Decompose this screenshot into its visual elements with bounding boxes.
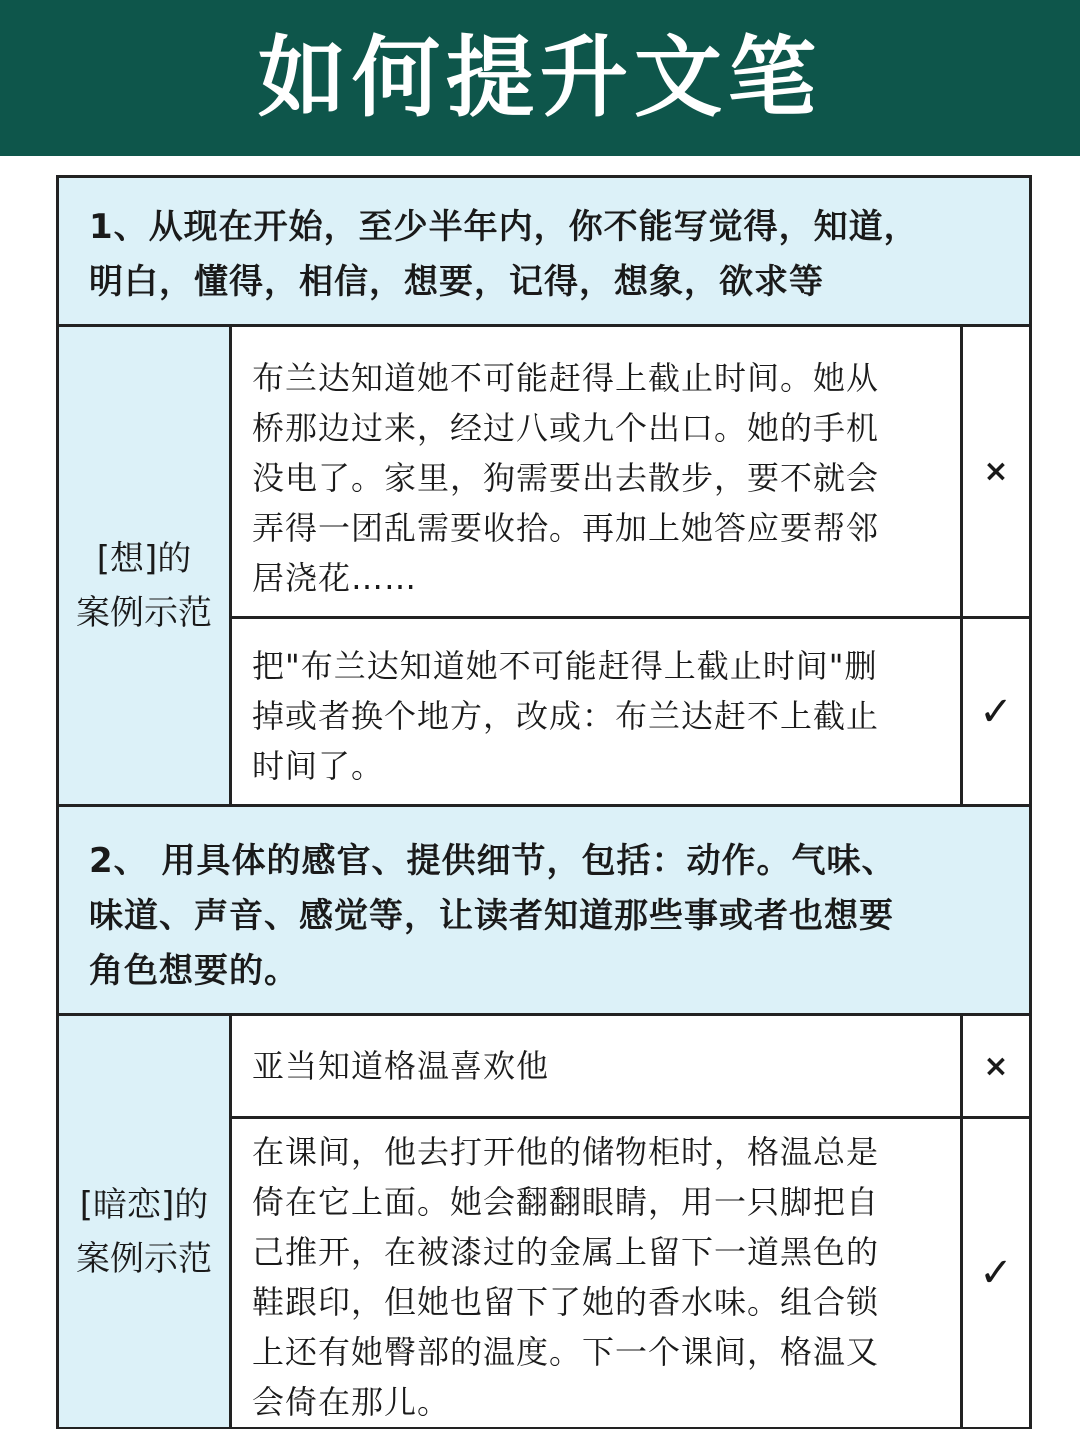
example-line: 弄得一团乱需要收拾。再加上她答应要帮邻 <box>252 509 880 547</box>
example-line: 布兰达知道她不可能赶得上截止时间。她从 <box>252 359 880 397</box>
example-line: 倚在它上面。她会翻翻眼睛，用一只脚把自 <box>252 1183 880 1221</box>
example-line: 没电了。家里，狗需要出去散步，要不就会 <box>252 459 880 497</box>
page-title: 如何提升文笔 <box>257 26 822 129</box>
section-1-heading-line: 明白，懂得，相信，想要，记得，想象，欲求等 <box>89 262 824 302</box>
example-line: 鞋跟印，但她也留下了她的香水味。组合锁 <box>252 1283 880 1321</box>
example-line: 会倚在那儿。 <box>252 1383 451 1421</box>
content-table <box>56 175 1032 1429</box>
cross-icon: × <box>963 1016 1029 1116</box>
check-icon: ✓ <box>963 1116 1029 1427</box>
section-1-label-line: 案例示范 <box>76 592 212 633</box>
section-1-label-line: [想]的 <box>96 538 192 579</box>
section-1-heading <box>59 178 1029 327</box>
section-2-label-line: [暗恋]的 <box>79 1184 209 1225</box>
example-line: 己推开，在被漆过的金属上留下一道黑色的 <box>252 1233 880 1271</box>
section-2-label <box>59 1016 232 1427</box>
section-2-heading <box>59 804 1029 1016</box>
section-2-good-example <box>232 1116 963 1427</box>
section-2-label-line: 案例示范 <box>76 1238 212 1279</box>
section-1-good-example <box>232 616 963 804</box>
section-1-bad-example <box>232 327 963 616</box>
example-line: 居浇花…… <box>252 559 418 597</box>
example-line: 在课间，他去打开他的储物柜时，格温总是 <box>252 1133 880 1171</box>
section-2-bad-example <box>232 1016 963 1116</box>
example-line: 掉或者换个地方，改成：布兰达赶不上截止 <box>252 697 880 735</box>
check-icon: ✓ <box>963 616 1029 804</box>
section-1-heading-line: 1、从现在开始，至少半年内，你不能写觉得，知道， <box>89 207 919 247</box>
cross-icon: × <box>963 327 1029 616</box>
title-banner <box>0 0 1080 156</box>
section-1-label <box>59 327 232 804</box>
section-2-heading-line: 味道、声音、感觉等，让读者知道那些事或者也想要 <box>89 896 894 936</box>
example-line: 亚当知道格温喜欢他 <box>252 1047 550 1085</box>
example-line: 桥那边过来，经过八或九个出口。她的手机 <box>252 409 880 447</box>
example-line: 把"布兰达知道她不可能赶得上截止时间"删 <box>252 647 878 685</box>
example-line: 上还有她臀部的温度。下一个课间，格温又 <box>252 1333 880 1371</box>
section-2-heading-line: 2、 用具体的感官、提供细节，包括：动作。气味、 <box>89 841 897 881</box>
section-2-heading-line: 角色想要的。 <box>89 951 299 991</box>
example-line: 时间了。 <box>252 747 385 785</box>
